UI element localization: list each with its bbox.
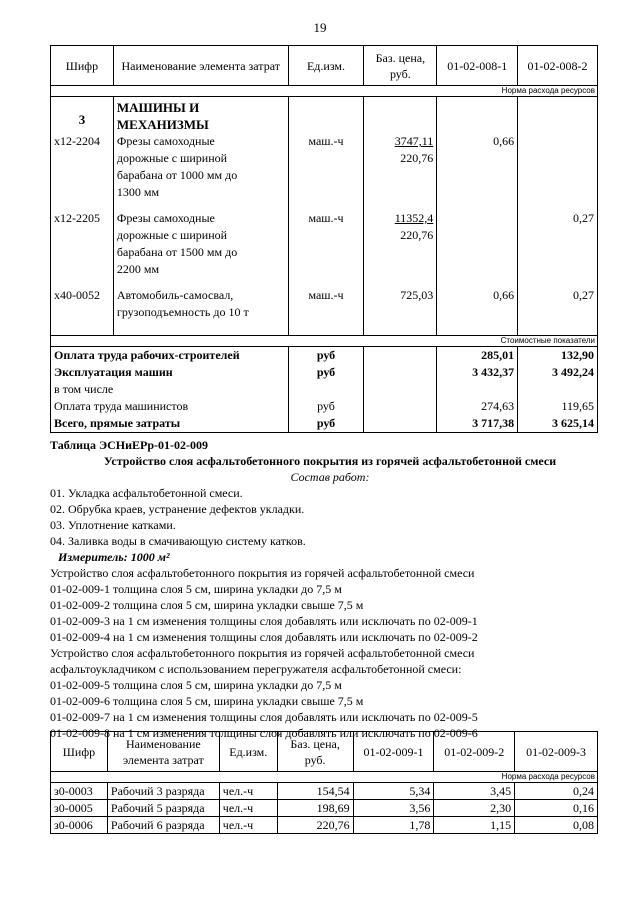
section-description (50, 437, 610, 741)
total-value: 285,01 (437, 347, 518, 365)
total-value (518, 381, 598, 398)
total-unit: руб (288, 415, 364, 433)
row-price: 220,76 (277, 817, 353, 834)
row-value: 0,16 (515, 800, 598, 817)
row-value: 5,34 (353, 783, 434, 800)
row-value: 0,66 (437, 133, 518, 210)
row-value: 0,24 (515, 783, 598, 800)
work-item: 03. Уплотнение катками. (50, 518, 176, 532)
total-unit: руб (288, 364, 364, 381)
total-name: Всего, прямые затраты (51, 415, 289, 433)
row-code: х12-2205 (51, 210, 114, 287)
col-header: Ед.изм. (288, 46, 364, 86)
row-code: з0-0003 (51, 783, 108, 800)
row-price: 3747,11 (394, 134, 434, 148)
row-name: Рабочий 3 разряда (107, 783, 219, 800)
total-row (51, 415, 598, 433)
row-unit: чел.-ч (219, 783, 277, 800)
total-value: 132,90 (518, 347, 598, 365)
desc-line: 01-02-009-1 толщина слоя 5 см, ширина укладки до 7,5 м (50, 582, 342, 596)
row-unit: маш.-ч (288, 287, 364, 336)
work-item: 02. Обрубка краев, устранение дефектов укладки. (50, 502, 305, 516)
col-header: 01-02-009-2 (434, 732, 515, 772)
row-code: з0-0005 (51, 800, 108, 817)
table-row (51, 133, 598, 210)
col-header: Шифр (51, 732, 108, 772)
table-title: Таблица ЭСНиЕРр-01-02-009 (50, 438, 209, 452)
table-row (51, 783, 598, 800)
desc-line: Устройство слоя асфальтобетонного покрытия из горячей асфальтобетонной смеси (50, 646, 475, 660)
row-name: грузоподъемность до 10 т (116, 305, 249, 319)
total-row (51, 381, 598, 398)
total-row (51, 398, 598, 415)
table-row (51, 287, 598, 336)
total-row (51, 364, 598, 381)
total-name: Эксплуатация машин (51, 364, 289, 381)
col-header: Шифр (51, 46, 114, 86)
col-header: 01-02-008-2 (518, 46, 598, 86)
row-name: барабана от 1500 мм до (116, 245, 238, 259)
total-value (437, 381, 518, 398)
works-label: Состав работ: (290, 470, 370, 484)
work-item: 04. Заливка воды в смачивающую систему катков. (50, 534, 306, 548)
total-value: 119,65 (518, 398, 598, 415)
row-name: Фрезы самоходные (116, 134, 215, 148)
cost-label: Стоимостные показатели (51, 336, 598, 347)
total-value: 3 492,24 (518, 364, 598, 381)
total-name: в том числе (51, 381, 289, 398)
meter: Измеритель: 1000 м² (58, 550, 170, 564)
row-value: 0,66 (437, 287, 518, 336)
row-name: Автомобиль-самосвал, (116, 288, 234, 302)
col-header: 01-02-008-1 (437, 46, 518, 86)
total-unit (288, 381, 364, 398)
total-row (51, 347, 598, 365)
total-name: Оплата труда рабочих-строителей (51, 347, 289, 365)
row-value: 1,78 (353, 817, 434, 834)
row-unit: чел.-ч (219, 800, 277, 817)
row-value: 3,45 (434, 783, 515, 800)
row-unit: чел.-ч (219, 817, 277, 834)
desc-line: 01-02-009-8 на 1 см изменения толщины слоя добавлять или исключать по 02-009-6 (50, 726, 478, 740)
row-value: 0,27 (518, 287, 598, 336)
col-header: Баз. цена, руб. (277, 732, 353, 772)
resource-table-008 (50, 45, 598, 433)
row-code: х40-0052 (51, 287, 114, 336)
total-unit: руб (288, 398, 364, 415)
row-name: дорожные с шириной (116, 151, 228, 165)
row-value (518, 133, 598, 210)
row-name: Рабочий 5 разряда (107, 800, 219, 817)
desc-line: асфальтоукладчиком с использованием перегружателя асфальтобетонной смеси: (50, 662, 462, 676)
page-number: 19 (313, 20, 327, 35)
col-header: 01-02-009-3 (515, 732, 598, 772)
total-value: 274,63 (437, 398, 518, 415)
total-value: 3 717,38 (437, 415, 518, 433)
table-header-row (51, 46, 598, 86)
total-value: 3 432,37 (437, 364, 518, 381)
section-number: 3 (51, 97, 114, 134)
col-header: Наименование элемента затрат (107, 732, 219, 772)
row-price: 154,54 (277, 783, 353, 800)
total-value: 3 625,14 (518, 415, 598, 433)
row-price-2: 220,76 (400, 151, 434, 165)
row-unit: маш.-ч (288, 210, 364, 287)
section-title: МАШИНЫ И МЕХАНИЗМЫ (113, 97, 288, 134)
desc-line: 01-02-009-4 на 1 см изменения толщины слоя добавлять или исключать по 02-009-2 (50, 630, 478, 644)
row-value: 0,08 (515, 817, 598, 834)
desc-line: 01-02-009-2 толщина слоя 5 см, ширина укладки свыше 7,5 м (50, 598, 364, 612)
row-value: 1,15 (434, 817, 515, 834)
norm-label: Норма расхода ресурсов (51, 86, 598, 97)
row-name: Фрезы самоходные (116, 211, 215, 225)
row-name: барабана от 1000 мм до (116, 168, 238, 182)
row-name: 1300 мм (116, 185, 160, 199)
table-header-row (51, 732, 598, 772)
table-row (51, 800, 598, 817)
total-unit: руб (288, 347, 364, 365)
col-header: Ед.изм. (219, 732, 277, 772)
desc-line: 01-02-009-7 на 1 см изменения толщины слоя добавлять или исключать по 02-009-5 (50, 710, 478, 724)
resource-table-009 (50, 731, 598, 834)
norm-label: Норма расхода ресурсов (51, 772, 598, 783)
col-header: Баз. цена, руб. (364, 46, 437, 86)
row-code: х12-2204 (51, 133, 114, 210)
row-value: 2,30 (434, 800, 515, 817)
desc-line: Устройство слоя асфальтобетонного покрытия из горячей асфальтобетонной смеси (50, 566, 475, 580)
row-name: Рабочий 6 разряда (107, 817, 219, 834)
row-value (437, 210, 518, 287)
row-name: 2200 мм (116, 262, 160, 276)
row-price: 11352,4 (394, 211, 434, 225)
row-name: дорожные с шириной (116, 228, 228, 242)
row-code: з0-0006 (51, 817, 108, 834)
row-price: 198,69 (277, 800, 353, 817)
desc-line: 01-02-009-5 толщина слоя 5 см, ширина укладки до 7,5 м (50, 678, 342, 692)
table-row (51, 210, 598, 287)
row-price: 725,03 (364, 287, 437, 336)
row-unit: маш.-ч (288, 133, 364, 210)
row-value: 0,27 (518, 210, 598, 287)
row-price-2: 220,76 (400, 228, 434, 242)
col-header: 01-02-009-1 (353, 732, 434, 772)
table-row (51, 817, 598, 834)
col-header: Наименование элемента затрат (113, 46, 288, 86)
total-name: Оплата труда машинистов (51, 398, 289, 415)
work-item: 01. Укладка асфальтобетонной смеси. (50, 486, 243, 500)
desc-line: 01-02-009-3 на 1 см изменения толщины слоя добавлять или исключать по 02-009-1 (50, 614, 478, 628)
row-value: 3,56 (353, 800, 434, 817)
desc-line: 01-02-009-6 толщина слоя 5 см, ширина укладки свыше 7,5 м (50, 694, 364, 708)
section-heading: Устройство слоя асфальтобетонного покрытия из горячей асфальтобетонной смеси (103, 454, 557, 468)
